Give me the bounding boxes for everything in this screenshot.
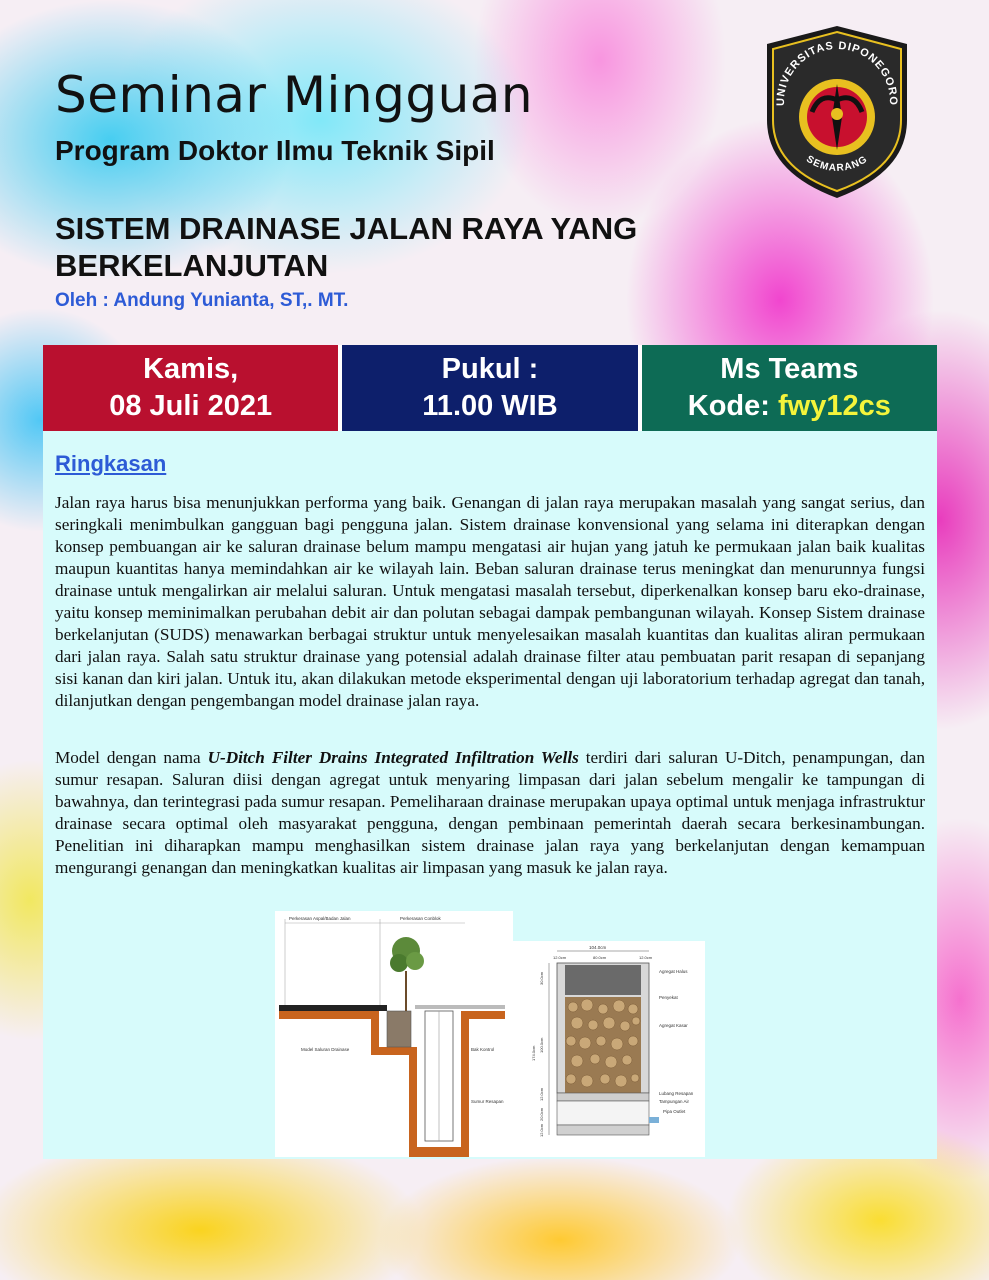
platform-text: Ms Teams xyxy=(720,353,859,385)
summary-paragraph-2 xyxy=(55,747,925,879)
author-line: Oleh : Andung Yunianta, ST,. MT. xyxy=(55,290,349,311)
time-cell xyxy=(338,345,637,431)
dim-left2: 100.0cm xyxy=(539,1037,544,1053)
label-storage: Tampungan Air xyxy=(659,1099,690,1104)
label-control: Bak Kontrol xyxy=(471,1047,495,1052)
university-seal-icon xyxy=(762,22,912,200)
p2-body-text: terdiri dari saluran U-Ditch, penampungan, dan sumur resapan. Saluran diisi dengan agregat untuk menyaring limpasan dari jalan sebelum mengalir ke tampungan di bawahnya, dan terintegrasi pada sumur resapan. Pemeliharaan drainase merupakan upaya optimal untuk menjaga infrastruktur drainase secara optimal oleh masyarakat pengguna, dengan pembinaan pemerintah daerah secara berkesinambungan. Penelitian ini diharapkan mampu menghasilkan sistem drainase jalan raya yang berkelanjutan dengan kemampuan mengurangi genangan dan meningkatkan kualitas air limpasan yang masuk ke jalan raya. xyxy=(55,748,925,877)
label-filter: Penyekat xyxy=(659,995,678,1000)
date-text: 08 Juli 2021 xyxy=(109,390,273,422)
talk-title: SISTEM DRAINASE JALAN RAYA YANG BERKELANJUTAN xyxy=(55,211,638,283)
time-label: Pukul : xyxy=(441,353,539,385)
meeting-code: fwy12cs xyxy=(778,390,891,422)
page-title: Seminar Mingguan xyxy=(55,66,534,124)
event-info-band xyxy=(43,345,937,431)
svg-text:UNIVERSITAS DIPONEGORO: UNIVERSITAS DIPONEGORO xyxy=(774,39,900,107)
code-label: Kode: xyxy=(687,390,770,422)
date-cell xyxy=(43,345,338,431)
dim-left3: 12.0cm xyxy=(539,1087,544,1101)
dim-b: 80.0cm xyxy=(593,955,607,960)
label-outlet: Pipa Outlet xyxy=(663,1109,686,1114)
dim-c: 12.0cm xyxy=(639,955,653,960)
drainage-cross-section-figure xyxy=(275,911,513,1157)
summary-panel xyxy=(43,431,937,1159)
p2-lead-text: Model dengan nama xyxy=(55,748,208,767)
dim-left5: 12.0cm xyxy=(539,1123,544,1137)
dim-total: 174.0cm xyxy=(531,1045,536,1061)
day-text: Kamis, xyxy=(143,353,239,385)
summary-paragraph-1: Jalan raya harus bisa menunjukkan performa yang baik. Genangan di jalan raya merupakan masalah yang sangat serius, dan seringkali menimbulkan gangguan bagi pengguna jalan. Sistem drainase konvensional yang selama ini diterapkan dengan konsep pembuangan air ke saluran drainase belum mampu mengatasi air hujan yang jatuh ke permukaan jalan baik kualitas maupun kuantitas hanya memindahkan air ke wilayah lain. Beban saluran drainase terus meningkat dan menurunnya fungsi drainase untuk mengalirkan air melalui saluran. Untuk mengatasi masalah tersebut, diperkenalkan konsep baru eko-drainase, yaitu konsep meminimalkan perubahan debit air dan polutan sebagai dampak pembangunan wilayah. Konsep Sistem drainase berkelanjutan (SUDS) menawarkan berbagai struktur untuk menyelesaikan masalah kuantitas dan kualitas aliran permukaan dari jalan raya. Salah satu struktur drainase yang potensial adalah drainase filter atau pembuatan parit resapan di sepanjang sisi kanan dan kiri jalan. Untuk itu, akan dilakukan metode eksperimental dengan uji laboratorium terhadap agregat dan tanah, dilanjutkan dengan pengembangan model drainase jalan raya. xyxy=(55,493,925,710)
dim-left1: 30.0cm xyxy=(539,971,544,985)
filter-drain-detail-figure xyxy=(513,941,705,1157)
svg-text:SEMARANG: SEMARANG xyxy=(804,153,870,174)
label-hole: Lubang Resapan xyxy=(659,1091,694,1096)
label-model: Model Saluran Drainase xyxy=(301,1047,350,1052)
time-text: 11.00 WIB xyxy=(422,390,558,422)
label-coarse: Agregat Kasar xyxy=(659,1023,688,1028)
code-line xyxy=(688,388,891,425)
dim-a: 12.0cm xyxy=(553,955,567,960)
platform-cell xyxy=(638,345,937,431)
label-paving: Perkerasan Conblok xyxy=(400,916,441,921)
model-name-emphasis: U-Ditch Filter Drains Integrated Infiltration Wells xyxy=(207,748,579,767)
program-subtitle: Program Doktor Ilmu Teknik Sipil xyxy=(55,135,495,166)
label-fine: Agregat Halus xyxy=(659,969,688,974)
label-road: Perkerasan Aspal/Badan Jalan xyxy=(289,916,351,921)
summary-heading: Ringkasan xyxy=(55,451,167,476)
label-well: Sumur Resapan xyxy=(471,1099,504,1104)
dim-left4: 20.0cm xyxy=(539,1107,544,1121)
dim-top: 104.0cm xyxy=(589,945,607,950)
